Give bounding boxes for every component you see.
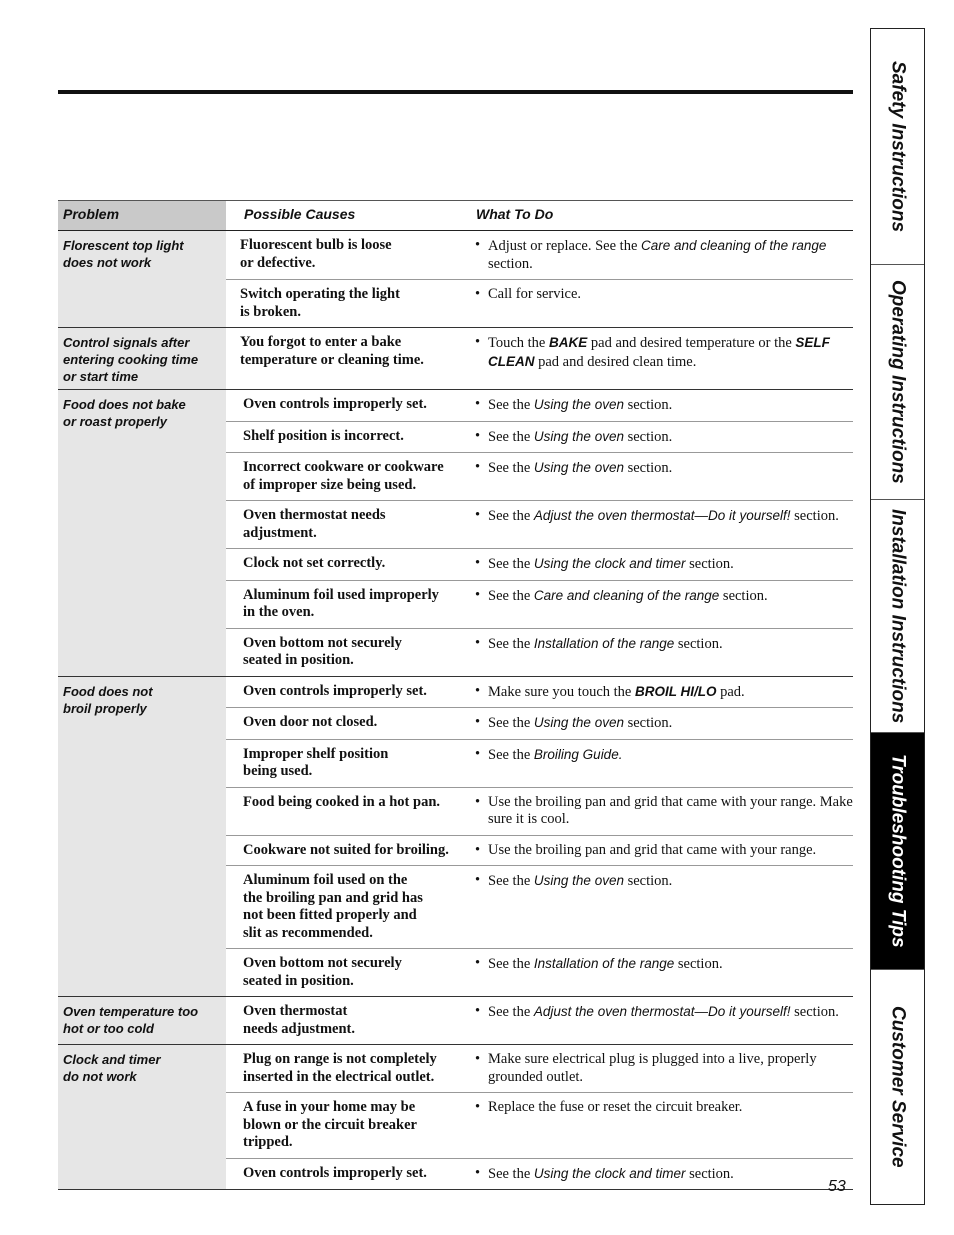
what-to-do: [459, 328, 853, 377]
possible-cause: Cookware not suited for broiling.: [243, 841, 449, 858]
sidebar-tab-troubleshooting-tips[interactable]: [871, 733, 924, 970]
what-to-do: [459, 581, 853, 628]
sidebar-tab-installation-instructions[interactable]: [871, 500, 924, 733]
remedy-text: Adjust or replace. See the Care and cleaning of the range section.: [488, 238, 827, 272]
sidebar-tab-label: Troubleshooting Tips: [887, 754, 909, 948]
what-to-do: [459, 453, 853, 500]
possible-cause: Switch operating the light is broken.: [240, 286, 400, 320]
problem-label: Clock and timer do not work: [58, 1045, 226, 1189]
what-to-do: [459, 280, 853, 327]
table-row: [226, 629, 853, 676]
table-row: [226, 1159, 853, 1190]
possible-cause: Clock not set correctly.: [243, 555, 386, 571]
possible-cause: Oven thermostat needs adjustment.: [243, 507, 386, 541]
problem-label: Food does not bake or roast properly: [58, 390, 226, 676]
remedy-text: Use the broiling pan and grid that came with your range.: [488, 841, 817, 858]
key-pad-name: BROIL HI/LO: [634, 683, 717, 699]
remedy-text: See the Using the oven section.: [488, 428, 673, 445]
bullet-icon: •: [475, 714, 481, 730]
header-problem: Problem: [63, 206, 120, 222]
table-row: [226, 677, 853, 709]
remedy-text: See the Using the oven section.: [488, 397, 673, 413]
table-row: [226, 549, 853, 581]
possible-cause: Incorrect cookware or cookware of improper size being used.: [243, 459, 444, 493]
remedy-text: See the Using the oven section.: [488, 460, 673, 476]
what-to-do: [459, 997, 853, 1044]
possible-cause: Oven bottom not securely seated in position.: [243, 955, 402, 989]
remedy-text: See the Broiling Guide.: [488, 746, 623, 763]
bullet-icon: •: [475, 872, 481, 888]
what-to-do: [459, 708, 853, 739]
cause-rows: [226, 1045, 853, 1189]
what-to-do: [459, 1159, 853, 1190]
bullet-icon: •: [475, 507, 481, 523]
section-reference: Broiling Guide.: [533, 746, 623, 762]
bullet-icon: •: [475, 955, 481, 971]
table-row: [226, 280, 853, 327]
what-to-do: [459, 629, 853, 676]
section-reference: Installation of the range: [533, 956, 675, 971]
sidebar-tab-safety-instructions[interactable]: [871, 29, 924, 265]
section-reference: Using the clock and timer: [533, 556, 686, 571]
bullet-icon: •: [475, 459, 481, 475]
possible-cause: Aluminum foil used improperly in the oven.: [243, 586, 439, 620]
cause-rows: [226, 677, 853, 997]
what-to-do: [459, 740, 853, 787]
table-row: [226, 866, 853, 949]
table-row: [226, 390, 853, 422]
what-to-do: [459, 549, 853, 580]
what-to-do: [459, 677, 853, 708]
remedy-text: See the Using the oven section.: [488, 873, 673, 889]
table-row: [226, 740, 853, 788]
header-causes: Possible Causes: [244, 206, 356, 222]
cause-rows: [226, 328, 853, 389]
remedy-text: See the Using the clock and timer section.: [488, 1165, 734, 1182]
what-to-do: [459, 390, 853, 421]
possible-cause: Oven thermostat needs adjustment.: [243, 1003, 355, 1037]
cause-rows: [226, 231, 853, 327]
what-to-do: [459, 422, 853, 453]
remedy-text: See the Adjust the oven thermostat—Do it yourself! section.: [488, 508, 839, 524]
table-row: [226, 1045, 853, 1093]
problem-group: [58, 997, 853, 1045]
what-to-do: [459, 1093, 853, 1158]
possible-cause: Fluorescent bulb is loose or defective.: [240, 237, 392, 271]
sidebar-tab-customer-service[interactable]: [871, 970, 924, 1203]
section-reference: Care and cleaning of the range: [641, 238, 827, 253]
what-to-do: [459, 836, 853, 866]
section-reference: Using the oven: [533, 715, 624, 730]
bullet-icon: •: [475, 586, 481, 603]
section-reference: Using the oven: [533, 460, 624, 475]
section-reference: Using the oven: [533, 428, 624, 444]
what-to-do: [459, 949, 853, 996]
table-row: [226, 453, 853, 501]
troubleshooting-table: [58, 200, 853, 1190]
possible-cause: Plug on range is not completely inserted in the electrical outlet.: [243, 1051, 437, 1085]
possible-cause: Food being cooked in a hot pan.: [243, 793, 441, 810]
bullet-icon: •: [475, 745, 481, 762]
problem-group: [58, 390, 853, 677]
remedy-text: Touch the BAKE pad and desired temperature or the SELF CLEAN pad and desired clean time.: [488, 335, 830, 370]
sidebar-tab-label: Operating Instructions: [887, 280, 909, 484]
problem-label: Oven temperature too hot or too cold: [58, 997, 226, 1044]
table-row: [226, 501, 853, 549]
bullet-icon: •: [475, 555, 481, 571]
bullet-icon: •: [475, 334, 481, 350]
section-reference: Care and cleaning of the range: [533, 587, 720, 603]
sidebar-tab-label: Safety Instructions: [887, 60, 909, 233]
possible-cause: Oven door not closed.: [243, 714, 378, 730]
bullet-icon: •: [475, 237, 481, 253]
cause-rows: [226, 997, 853, 1044]
section-reference: Adjust the oven thermostat—Do it yourself!: [533, 1004, 791, 1019]
section-reference: Installation of the range: [533, 635, 675, 651]
remedy-text: Make sure electrical plug is plugged into a live, properly grounded outlet.: [488, 1051, 817, 1085]
top-rule: [58, 90, 853, 94]
table-row: [226, 328, 853, 377]
what-to-do: [459, 501, 853, 548]
remedy-text: See the Using the oven section.: [488, 715, 673, 731]
remedy-text: Use the broiling pan and grid that came with your range. Make sure it is cool.: [488, 793, 853, 827]
table-header: [58, 200, 853, 231]
problem-label: Florescent top light does not work: [58, 231, 226, 327]
key-pad-name: SELF CLEAN: [488, 335, 830, 369]
bullet-icon: •: [475, 1003, 481, 1019]
section-reference: Using the oven: [533, 873, 624, 888]
what-to-do: [459, 788, 853, 835]
section-reference: Using the oven: [533, 397, 624, 412]
bullet-icon: •: [475, 634, 481, 651]
possible-cause: Shelf position is incorrect.: [243, 427, 404, 444]
bullet-icon: •: [475, 682, 481, 699]
possible-cause: Oven controls improperly set.: [243, 1164, 427, 1181]
problem-group: [58, 328, 853, 390]
remedy-text: Call for service.: [488, 286, 582, 302]
possible-cause: Aluminum foil used on the the broiling pan and grid has not been fitted properly and slit as recommended.: [243, 872, 423, 941]
remedy-text: Replace the fuse or reset the circuit breaker.: [488, 1099, 743, 1115]
possible-cause: A fuse in your home may be blown or the circuit breaker tripped.: [243, 1099, 417, 1150]
remedy-text: Make sure you touch the BROIL HI/LO pad.: [488, 683, 745, 700]
cause-rows: [226, 390, 853, 676]
table-body: [58, 231, 853, 1190]
page-number: 53: [828, 1178, 846, 1195]
section-reference: Adjust the oven thermostat—Do it yourself!: [533, 508, 791, 523]
bullet-icon: •: [475, 286, 481, 302]
remedy-text: See the Care and cleaning of the range section.: [488, 587, 768, 604]
remedy-text: See the Using the clock and timer section.: [488, 556, 734, 572]
remedy-text: See the Adjust the oven thermostat—Do it yourself! section.: [488, 1004, 839, 1020]
bullet-icon: •: [475, 1099, 481, 1115]
table-row: [226, 581, 853, 629]
table-row: [226, 788, 853, 836]
sidebar-tab-label: Customer Service: [887, 1005, 909, 1168]
problem-label: Food does not broil properly: [58, 677, 226, 997]
possible-cause: Improper shelf position being used.: [243, 745, 389, 779]
table-row: [226, 836, 853, 867]
table-row: [226, 708, 853, 740]
problem-group: [58, 677, 853, 998]
sidebar-tab-label: Installation Instructions: [887, 508, 909, 724]
problem-label: Control signals after entering cooking time or start time: [58, 328, 226, 389]
bullet-icon: •: [475, 793, 481, 810]
possible-cause: Oven bottom not securely seated in position.: [243, 634, 402, 668]
problem-group: [58, 231, 853, 328]
bullet-icon: •: [475, 396, 481, 412]
what-to-do: [459, 1045, 853, 1092]
bullet-icon: •: [475, 1164, 481, 1181]
section-reference: Using the clock and timer: [533, 1165, 686, 1181]
table-row: [226, 422, 853, 454]
table-row: [226, 997, 853, 1044]
problem-group: [58, 1045, 853, 1190]
remedy-text: See the Installation of the range section.: [488, 956, 723, 972]
possible-cause: Oven controls improperly set.: [243, 682, 427, 699]
section-sidebar: [870, 28, 925, 1205]
table-row: [226, 949, 853, 996]
possible-cause: Oven controls improperly set.: [243, 396, 427, 412]
what-to-do: [459, 231, 853, 279]
what-to-do: [459, 866, 853, 948]
header-what-to-do: What To Do: [476, 206, 554, 222]
sidebar-tab-operating-instructions[interactable]: [871, 265, 924, 500]
possible-cause: You forgot to enter a bake temperature or cleaning time.: [240, 334, 424, 368]
remedy-text: See the Installation of the range section.: [488, 635, 723, 652]
bullet-icon: •: [475, 1051, 481, 1067]
key-pad-name: BAKE: [549, 335, 588, 350]
table-row: [226, 231, 853, 280]
bullet-icon: •: [475, 427, 481, 444]
table-row: [226, 1093, 853, 1159]
bullet-icon: •: [475, 841, 481, 858]
